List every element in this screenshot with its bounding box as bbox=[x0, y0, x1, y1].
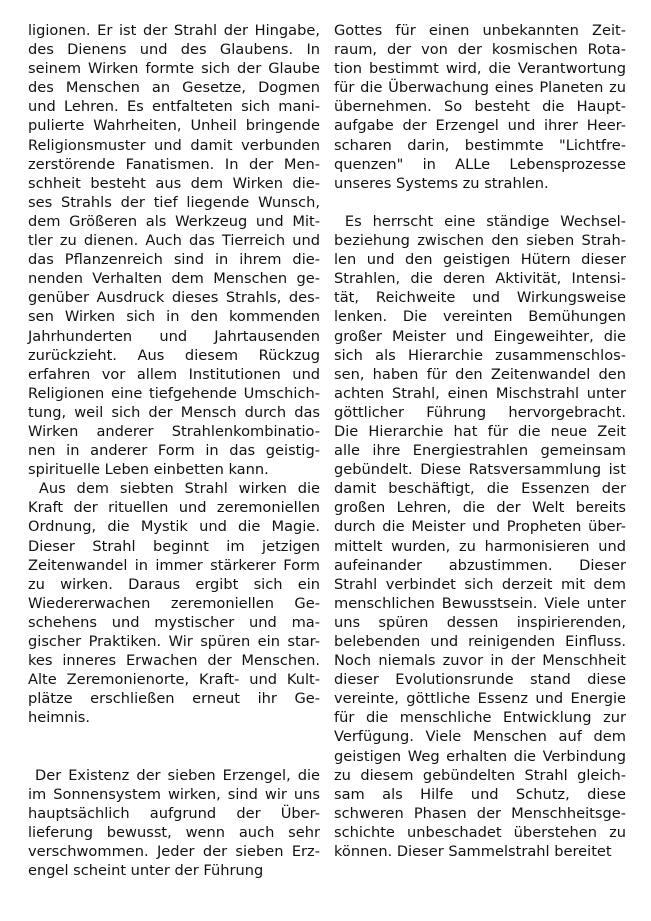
text-line: scharen darin, bestimmte "Lichtfre- bbox=[334, 136, 626, 154]
text-line: sam als Hilfe und Schutz, diese bbox=[334, 785, 626, 803]
text-line: Religionen eine tiefgehende Umschich- bbox=[28, 384, 320, 402]
text-line: pulierte Wahrheiten, Unheil bringende bbox=[28, 117, 320, 135]
text-line: Alte Zeremonienorte, Kraft- und Kult- bbox=[28, 671, 320, 689]
text-line: dem Größeren als Werkzeug und Mit- bbox=[28, 212, 320, 230]
text-line: großer Meister und Eingeweihter, die bbox=[334, 327, 626, 345]
text-line: tung, weil sich der Mensch durch das bbox=[28, 403, 320, 421]
text-line: erfahren vor allem Institutionen und bbox=[28, 365, 320, 383]
text-line: menschlichen Bewusstsein. Viele unter bbox=[334, 594, 626, 612]
text-line: zurückzieht. Aus diesem Rückzug bbox=[28, 346, 320, 364]
left-text-column bbox=[28, 21, 320, 880]
text-line: belebenden und reinigenden Einfluss. bbox=[334, 633, 626, 650]
text-line: schehens und mystischer und ma- bbox=[28, 613, 320, 631]
text-line: großen Lehren, die der Welt bereits bbox=[334, 499, 626, 517]
text-line: für die menschliche Entwicklung zur bbox=[334, 709, 626, 727]
text-line: Der Existenz der sieben Erzengel, die bbox=[28, 766, 320, 784]
right-text-column bbox=[334, 21, 626, 861]
text-line: zu diesem gebündelten Strahl gleich- bbox=[334, 766, 626, 784]
text-line: Dieser Strahl beginnt im jetzigen bbox=[28, 537, 320, 555]
text-line: gebündelt. Diese Ratsversammlung ist bbox=[334, 461, 626, 479]
text-line: achten Strahl, einen Mischstrahl unter bbox=[334, 384, 626, 402]
text-line: ses Strahls der tief liegende Wunsch, bbox=[28, 193, 320, 211]
text-line: des Menschen an Gesetze, Dogmen bbox=[28, 79, 320, 97]
text-line: Ordnung, die Mystik und die Magie. bbox=[28, 518, 320, 536]
text-line: schichte unbeschadet überstehen zu bbox=[334, 823, 626, 841]
text-line: Aus dem siebten Strahl wirken die bbox=[28, 480, 320, 498]
text-line: Wiedererwachen zeremoniellen Ge- bbox=[28, 594, 320, 612]
text-line: geistigen Weg erhalten die Verbindung bbox=[334, 747, 626, 765]
text-line: schheit besteht aus dem Wirken die- bbox=[28, 174, 320, 192]
text-line: Zeitenwandel in immer stärkerer Form bbox=[28, 556, 320, 574]
text-line: sen Wirken sich in den kommenden bbox=[28, 308, 320, 326]
text-line: vereinte, göttliche Essenz und Energie bbox=[334, 690, 626, 708]
text-line: aufeinander abzustimmen. Dieser bbox=[334, 556, 626, 574]
text-line: Es herrscht eine ständige Wechsel- bbox=[334, 212, 626, 230]
text-line: zerstörende Fanatismen. In der Men- bbox=[28, 155, 320, 173]
text-line: lieferung bewusst, wenn auch sehr bbox=[28, 823, 320, 841]
text-line: nen in anderer Form in das geistig- bbox=[28, 442, 320, 460]
text-line: verschwommen. Jeder der sieben Erz- bbox=[28, 843, 320, 861]
text-line: Religionsmuster und damit verbunden bbox=[28, 136, 320, 154]
text-line: im Sonnensystem wirken, sind wir uns bbox=[28, 785, 320, 803]
text-line: können. Dieser Sammelstrahl bereitet bbox=[334, 843, 612, 861]
text-line: zu wirken. Daraus ergibt sich ein bbox=[28, 575, 320, 593]
paragraph-gap bbox=[28, 747, 320, 766]
text-line: tler zu dienen. Auch das Tierreich und bbox=[28, 232, 320, 250]
text-line: Die Hierarchie hat für die neue Zeit bbox=[334, 422, 626, 440]
text-line: engel scheint unter der Führung bbox=[28, 862, 264, 880]
text-line: ligionen. Er ist der Strahl der Hingabe, bbox=[28, 22, 320, 39]
text-line: len und den geistigen Hütern dieser bbox=[334, 251, 626, 269]
text-line: sich als Hierarchie zusammenschlos- bbox=[334, 346, 626, 364]
text-line: übernehmen. So besteht die Haupt- bbox=[334, 98, 626, 116]
paragraph-gap bbox=[28, 727, 320, 746]
text-line: tion bestimmt wird, die Verantwortung bbox=[334, 60, 626, 78]
text-line: uns spüren dessen inspirierenden, bbox=[334, 613, 626, 631]
text-line: nenden Verhalten dem Menschen ge- bbox=[28, 270, 320, 288]
text-line: kes inneres Erwachen der Menschen. bbox=[28, 652, 320, 670]
paragraph bbox=[28, 479, 320, 727]
text-line: seinem Wirken formte sich der Glaube bbox=[28, 60, 320, 78]
text-line: und Lehren. Es entfalteten sich mani- bbox=[28, 98, 320, 116]
text-line: göttlicher Führung hervorgebracht. bbox=[334, 403, 626, 421]
text-line: Gottes für einen unbekannten Zeit- bbox=[334, 22, 626, 39]
paragraph bbox=[334, 212, 626, 861]
text-line: Verfügung. Viele Menschen auf dem bbox=[334, 728, 626, 746]
text-line: alle ihre Energiestrahlen gemeinsam bbox=[334, 442, 626, 460]
text-line: damit beschäftigt, die Essenzen der bbox=[334, 480, 626, 498]
text-line: Strahlen, die deren Aktivität, Intensi- bbox=[334, 270, 626, 288]
paragraph bbox=[334, 21, 626, 193]
text-line: Noch niemals zuvor in der Menschheit bbox=[334, 652, 626, 670]
text-line: Kraft der rituellen und zeremoniellen bbox=[28, 499, 320, 517]
text-line: aufgabe der Erzengel und ihrer Heer- bbox=[334, 117, 626, 135]
text-line: quenzen" in ALLe Lebensprozesse bbox=[334, 155, 626, 173]
text-line: Strahl verbindet sich derzeit mit dem bbox=[334, 575, 626, 593]
paragraph bbox=[28, 21, 320, 479]
text-line: schweren Phasen der Menschheitsge- bbox=[334, 804, 626, 822]
text-line: durch die Meister und Propheten über- bbox=[334, 518, 626, 536]
text-line: für die Überwachung eines Planeten zu bbox=[334, 79, 626, 97]
text-line: plätze erschließen erneut ihr Ge- bbox=[28, 690, 320, 708]
text-line: spirituelle Leben einbetten kann. bbox=[28, 461, 269, 479]
text-line: genüber Ausdruck dieses Strahls, des- bbox=[28, 289, 320, 307]
paragraph-gap bbox=[334, 193, 626, 212]
text-line: lenken. Die vereinten Bemühungen bbox=[334, 308, 626, 326]
text-line: raum, der von der kosmischen Rota- bbox=[334, 41, 626, 59]
text-line: gischer Praktiken. Wir spüren ein star- bbox=[28, 633, 320, 650]
text-line: mittelt wurden, zu harmonisieren und bbox=[334, 537, 626, 555]
text-line: beziehung zwischen den sieben Strah- bbox=[334, 232, 626, 250]
text-line: Wirken anderer Strahlenkombinatio- bbox=[28, 422, 320, 440]
text-line: Jahrhunderten und Jahrtausenden bbox=[28, 327, 320, 345]
text-line: des Dienens und des Glaubens. In bbox=[28, 41, 320, 59]
paragraph bbox=[28, 766, 320, 881]
text-line: tät, Reichweite und Wirkungsweise bbox=[334, 289, 626, 307]
text-line: sen, haben für den Zeitenwandel den bbox=[334, 365, 626, 383]
text-line: heimnis. bbox=[28, 709, 91, 727]
text-line: hauptsächlich aufgrund der Über- bbox=[28, 804, 320, 822]
text-line: das Pflanzenreich sind in ihrem die- bbox=[28, 251, 320, 269]
text-line: dieser Evolutionsrunde stand diese bbox=[334, 671, 626, 689]
text-line: unseres Systems zu strahlen. bbox=[334, 174, 549, 192]
